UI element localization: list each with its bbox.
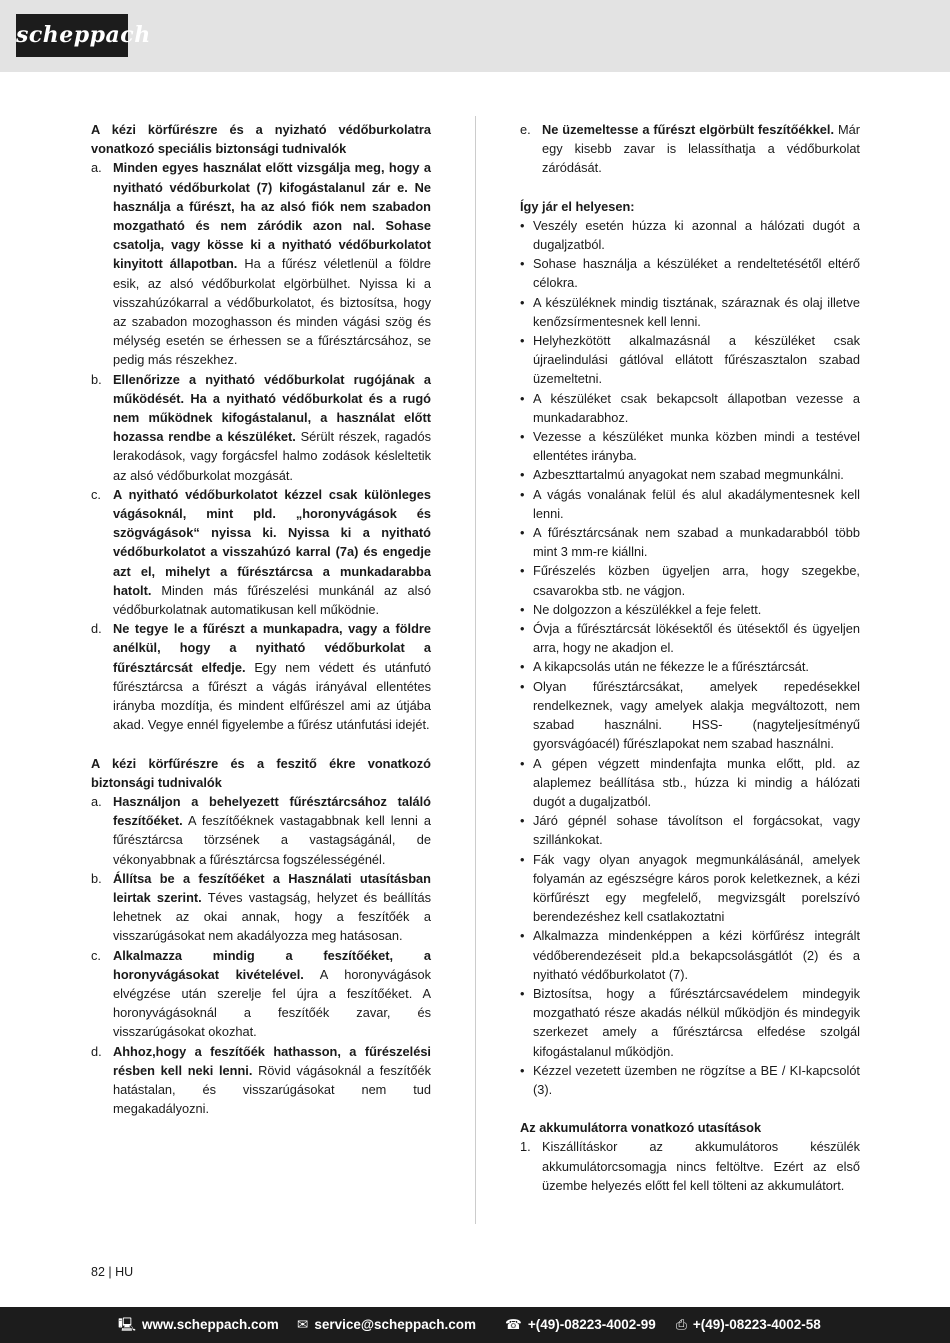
brand-logo: scheppach (16, 14, 128, 57)
bullet-item (520, 677, 860, 754)
list-marker: a. (91, 160, 102, 176)
bullet-icon: • (520, 813, 525, 829)
list-marker: a. (91, 793, 102, 809)
bullet-icon: • (520, 217, 525, 233)
list-item-text: Ha a fűrész véletlenül a földre esik, az alsó védőburkolat elgörbülhet. Nyissa ki a visszahúzókarral a védőburkolatot, és biztosítsa, hogy az szabadon mozoghasson és minden vágási szög és mélység esetén se érhessen se a fűrésztárcsához, se pedig más részekhez. (113, 256, 431, 368)
bullet-text: Ne dolgozzon a készülékkel a feje felett. (533, 601, 762, 617)
list-item (91, 1042, 431, 1119)
list-item (91, 619, 431, 734)
bullet-item (520, 600, 860, 619)
bullet-text: A készüléknek mindig tisztának, száraznak és olaj illetve kenőzsírmentesnek kell lenni. (533, 294, 860, 329)
bullet-text: A készüléket csak bekapcsolt állapotban vezesse a munkadarabhoz. (533, 390, 860, 425)
list-item-bold: Minden egyes használat előtt vizsgálja meg, hogy a nyitható védőburkolat (7) kifogástalanul zár e. Ne használja a fűrészt, ha az alsó fiók nem szabadon mozgatható és nem záródik azon nal. Sohase csatolja, vagy kösse ki a nyitható védőburkolatot kinyitott állapotban. (113, 160, 431, 272)
list-item-bold: Használjon a behelyezett fűrésztárcsához találó feszítőéket. (113, 793, 431, 829)
section-title-saw-guard: A kézi körfűrészre és a nyizható védőburkolatra vonatkozó speciális biztonsági tudnivalók (91, 122, 431, 157)
fax-icon: ⎙ (676, 1317, 687, 1332)
bullet-text: Sohase használja a készüléket a rendeltetésétől eltérő célokra. (533, 256, 860, 291)
bullet-icon: • (520, 429, 525, 445)
list-item (91, 869, 431, 946)
list-marker: c. (91, 486, 101, 502)
bullet-item (520, 1061, 860, 1099)
list-item (91, 370, 431, 485)
footer-bar (0, 1307, 950, 1343)
list-item-bold: Ne üzemeltesse a fűrészt elgörbült feszítőékkel. (542, 122, 835, 137)
bullet-icon: • (520, 333, 525, 349)
bullet-item (520, 216, 860, 254)
bullet-text: Fűrészelés közben ügyeljen arra, hogy szegekbe, csavarokba stb. ne vágjon. (533, 563, 860, 598)
list-item-bold: Alkalmazza mindig a feszítőéket, a horonyvágásokat kivételével. (113, 947, 431, 982)
bullet-text: A vágás vonalának felül és alul akadálymentesnek kell lenni. (533, 486, 860, 521)
list-item-text: Minden más fűrészelési munkánál az alsó védőburkolatnak automatikusan kell működnie. (113, 582, 431, 618)
footer-website-text: www.scheppach.com (142, 1317, 279, 1332)
bullet-text: Biztosítsa, hogy a fűrésztárcsavédelem mindegyik mozgatható része akadás nélkül működjön és mindegyik szerkezet amely a fűrésztárcsa elfedése szolgál kifogástalanul működjön. (533, 985, 860, 1059)
footer-phone-text: +(49)-08223-4002-99 (527, 1317, 656, 1332)
list-item-text: Kiszállításkor az akkumulátoros készülék akkumulátorcsomagja nincs feltöltve. Ezért az első üzembe helyezés előtt fel kell tölteni az akkumulátort. (542, 1139, 860, 1193)
list-marker: b. (91, 870, 102, 886)
phone-icon: ☎ (505, 1317, 522, 1332)
bullet-icon: • (520, 601, 525, 617)
bullet-icon: • (520, 851, 525, 867)
list-marker: 1. (520, 1139, 531, 1155)
section-title-riving-knife: A kézi körfűrészre és a feszitő ékre vonatkozó biztonsági tudnivalók (91, 755, 431, 790)
list-item (91, 158, 431, 369)
bullet-icon: • (520, 467, 525, 483)
bullet-icon: • (520, 755, 525, 771)
column-divider (475, 116, 476, 1224)
list-item-bold: A nyitható védőburkolatot kézzel csak különleges vágásoknál, mint pld. „horonyvágások és szögvágások“ nyissa ki. Nyissa ki a nyitható védőburkolatot a visszahúzó karral (7a) és engedje azt el, mihelyt a fűrésztárcsa a munkadarabba hatolt. (113, 486, 431, 598)
section-title-correct-use: Így jár el helyesen: (520, 198, 635, 214)
list-item-bold: Ne tegye le a fűrészt a munkapadra, vagy a földre anélkül, hogy a nyitható védőburkolat a fűrésztárcsát elfedje. (113, 621, 431, 675)
bullet-icon: • (520, 256, 525, 272)
list-item-text: Rövid vágásoknál a feszítőék hatástalan, és visszarúgásokat nem tud megakadályozni. (113, 1062, 431, 1117)
riving-knife-list (91, 792, 431, 1118)
bullet-text: Kézzel vezetett üzemben ne rögzítse a BE / KI-kapcsolót (3). (533, 1062, 860, 1097)
footer-fax-text: +(49)-08223-4002-58 (692, 1317, 821, 1332)
footer-website[interactable] (118, 1307, 279, 1343)
bullet-item (520, 926, 860, 984)
left-column (91, 120, 431, 1118)
bullet-icon: • (520, 678, 525, 694)
list-item-text: Téves vastagság, helyzet és beállítás lehetnek az okai annak, hogy a feszítőék a visszarúgásokat nem akadályozza meg hatásosan. (113, 889, 431, 944)
bullet-text: Helyhezkötött alkalmazásnál a készüléket csak újraelindulási gátlóval ellátott fűrészasztalon szabad üzemeltetni. (533, 333, 860, 387)
list-item-text: A horonyvágások elvégzése után szerelje fel újra a feszítőéket. A horonyvágásoknál a feszítőék zavar, és visszarúgásokat okozhat. (113, 966, 431, 1040)
bullet-text: Vezesse a készüléket munka közben mindi a testével ellentétes irányba. (533, 429, 860, 464)
right-column (520, 120, 860, 1195)
computer-icon: 🖳 (118, 1317, 137, 1332)
bullet-item (520, 754, 860, 812)
footer-fax (676, 1307, 821, 1343)
bullet-item (520, 293, 860, 331)
list-item-bold: Ellenőrizze a nyitható védőburkolat rugójának a működését. Ha a nyitható védőburkolat és a rugó nem működnek kifogástalanul, a használat előtt hozassa rendbe a készüléket. (113, 371, 431, 445)
bullet-icon: • (520, 659, 525, 675)
bullet-text: A fűrésztárcsának nem szabad a munkadarabból több mint 3 mm-re kiállni. (533, 525, 860, 560)
bullet-icon: • (520, 390, 525, 406)
bullet-item (520, 561, 860, 599)
bullet-text: Azbeszttartalmú anyagokat nem szabad megmunkálni. (533, 467, 844, 483)
footer-email[interactable] (297, 1307, 476, 1343)
list-item-bold: Ahhoz,hogy a feszítőék hathasson, a fűrészelési résben kell neki lenni. (113, 1043, 431, 1078)
section-title-battery: Az akkumulátorra vonatkozó utasítások (520, 1120, 762, 1136)
list-marker: c. (91, 947, 101, 963)
list-marker: b. (91, 371, 102, 387)
list-item-text: A feszítőéknek vastagabbnak kell lenni a fűrésztárcsa törzsének a vastagságánál, de vékonyabbnak a fűrésztárcsa fogszélességénél. (113, 813, 431, 867)
bullet-icon: • (520, 928, 525, 944)
footer-phone[interactable] (505, 1307, 656, 1343)
bullet-text: Olyan fűrésztárcsákat, amelyek repedésekkel rendelkeznek, vagy amelyek alakja megváltozott, nem szabad használni. HSS- (nagyteljesítményű gyorsvágóacél) fűrészlapokat nem szabad használni. (533, 678, 860, 752)
header-bar (0, 0, 950, 72)
bullet-icon: • (520, 525, 525, 541)
bullet-item (520, 523, 860, 561)
footer-email-text: service@scheppach.com (314, 1317, 477, 1332)
bullet-item (520, 984, 860, 1061)
list-item-text: Már egy kisebb zavar is lelassíthatja a védőburkolat záródását. (542, 122, 860, 176)
list-marker: d. (91, 621, 102, 637)
bullet-icon: • (520, 1062, 525, 1078)
bullet-text: A gépen végzett mindenfajta munka előtt, pld. az alaplemez beállítása stb., húzza ki mindig a hálózati dugót a dugaljzatból. (533, 755, 860, 809)
bullet-text: Járó gépnél sohase távolítson el forgácsokat, vagy szillánkokat. (533, 813, 860, 848)
correct-use-list (520, 216, 860, 1099)
saw-guard-list (91, 158, 431, 734)
bullet-icon: • (520, 294, 525, 310)
bullet-icon: • (520, 486, 525, 502)
bullet-item (520, 485, 860, 523)
list-item (91, 792, 431, 869)
bullet-item (520, 657, 860, 676)
page-number: 82 | HU (91, 1265, 134, 1279)
bullet-item (520, 619, 860, 657)
bullet-text: Alkalmazza mindenképpen a kézi körfűrész integrált védőberendezéseit pld.a bekapcsolásgátlót (2) és a nyitható védőburkolatot (7). (533, 928, 860, 982)
bullet-item (520, 254, 860, 292)
bullet-text: Veszély esetén húzza ki azonnal a hálózati dugót a dugaljzatból. (533, 217, 860, 253)
bullet-item (520, 850, 860, 927)
bullet-item (520, 389, 860, 427)
battery-list (520, 1137, 860, 1195)
bullet-item (520, 465, 860, 484)
list-item-text: Egy nem védett és utánfutó fűrésztárcsa a fűrészt a vágás irányával ellentétes irányba mozdítja, és mindent elfűrészel ami az útjába akad. Vegye ennél figyelembe a fűrész utánfutási idejét. (113, 659, 431, 733)
bullet-icon: • (520, 621, 525, 637)
list-marker: e. (520, 122, 531, 137)
list-item (91, 946, 431, 1042)
bullet-icon: • (520, 985, 525, 1001)
list-marker: d. (91, 1043, 102, 1059)
list-item (520, 1137, 860, 1195)
email-icon: ✉ (297, 1317, 309, 1332)
bullet-icon: • (520, 563, 525, 579)
bullet-text: A kikapcsolás után ne fékezze le a fűrésztárcsát. (533, 659, 809, 675)
list-item (91, 485, 431, 619)
bullet-text: Fák vagy olyan anyagok megmunkálásánál, amelyek folyamán az egészségre káros porok keletkeznek, a kézi körfűrészt egy megfelelő, megvizsgált porelszívó berendezéshez kell csatlakoztatni (533, 851, 860, 925)
bullet-item (520, 811, 860, 849)
bullet-item (520, 331, 860, 389)
bullet-item (520, 427, 860, 465)
list-item-text: Sérült részek, ragadós lerakodások, vagy forgácsfel halmo zodások késleltetik az alsó védőburkolat mozgását. (113, 429, 431, 483)
list-item-e (520, 120, 860, 178)
bullet-text: Óvja a fűrésztárcsát lökésektől és ütésektől és ügyeljen arra, hogy ne akadjon el. (533, 621, 860, 656)
list-item-bold: Állítsa be a feszítőéket a Használati utasításban leirtak szerint. (113, 870, 431, 905)
